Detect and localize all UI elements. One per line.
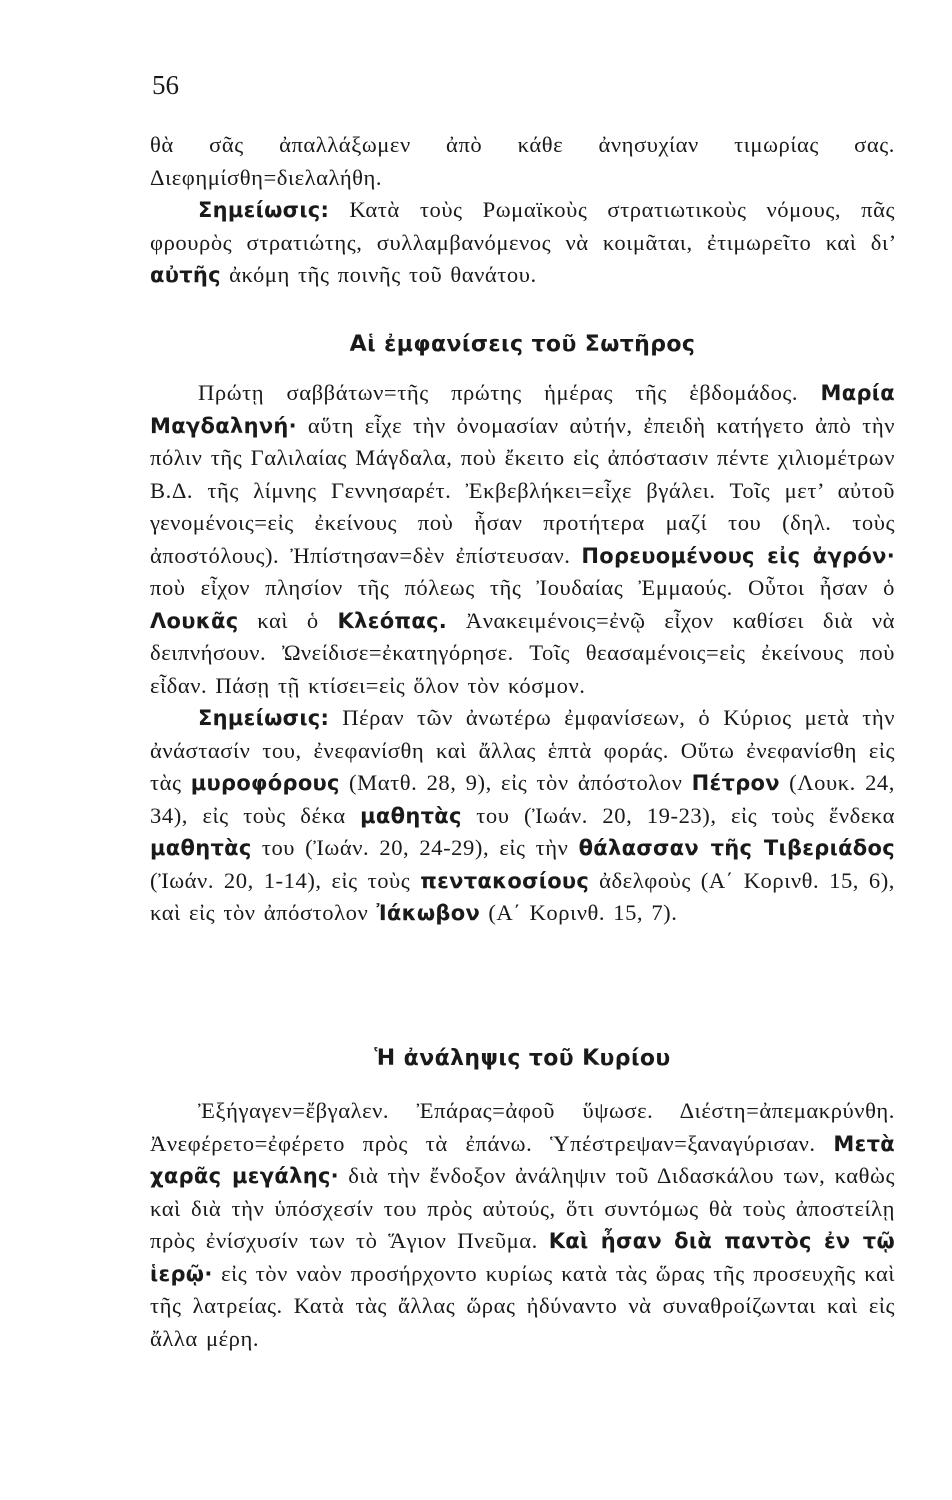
text-run: Πρώτῃ σαββάτων=τῆς πρώτης ἡμέρας τῆς ἑβδομάδος. (198, 380, 799, 405)
text-run: Κατὰ τοὺς Ρωμαϊκοὺς στρατιωτικοὺς νόμους, πᾶς φρουρὸς στρατιώτης, συλλαμβανόμενος νὰ κοιμᾶται, ἐτιμωρεῖτο καὶ δι’ (150, 197, 895, 255)
text-run: θὰ σᾶς ἀπαλλάξωμεν ἀπὸ κάθε ἀνησυχίαν τιμωρίας σας. Διεφημίσθη=διελαλήθη. (150, 132, 895, 190)
emphasis-term: μυροφόρους (190, 771, 340, 795)
text-run: (Ἰωάν. 20, 1-14), εἰς τοὺς (150, 867, 411, 893)
paragraph-block-intro (150, 129, 895, 292)
emphasis-term: πεντακοσίους (420, 868, 590, 893)
text-run: του (Ἰωάν. 20, 24-29), εἰς τὴν (261, 835, 569, 860)
paragraph (150, 129, 895, 194)
emphasis-term: Μετὰ χαρᾶς μεγάλης· (150, 1131, 896, 1188)
text-run: καὶ ὁ (257, 607, 319, 633)
text-run: Ἀνακειμένοις=ἐνῷ εἶχον καθίσει διὰ νὰ δειπνήσουν. Ὠνείδισε=ἐκατηγόρησε. Τοῖς θεασαμένοις=εἰς ἐκείνους ποὺ εἶδαν. Πάσῃ τῇ κτίσει=εἰς ὅλον τὸν κόσμον. (150, 607, 896, 698)
emphasis-term: μαθητὰς (360, 803, 462, 828)
text-run: ἀδελφοὺς (Α΄ Κορινθ. 15, 6), καὶ εἰς τὸν ἀπόστολον (150, 867, 896, 925)
note-label: Σημείωσις: (198, 198, 330, 222)
paragraph (150, 377, 895, 702)
note-paragraph (150, 702, 895, 930)
emphasis-term: Μαρία Μαγδαληνή· (150, 381, 895, 438)
paragraph-block-ascension (150, 1095, 895, 1355)
text-run: ἀκόμη τῆς ποινῆς τοῦ θανάτου. (229, 262, 537, 287)
paragraph-block-appearances (150, 377, 895, 930)
text-run: αὕτη εἶχε τὴν ὀνομασίαν αὐτήν, ἐπειδὴ κατήγετο ἀπὸ τὴν πόλιν τῆς Γαλιλαίας Μάγδαλα, ποὺ ἔκειτο εἰς ἀπόστασιν πέντε χιλιομέτρων Β.Δ. τῆς λίμνης Γεννησαρέτ. Ἐκβεβλήκει=εἶχε βγάλει. Τοῖς μετ’ αὐτοῦ γενομένοις=εἰς ἐκείνους ποὺ ἦσαν προτήτερα μαζί του (δηλ. τοὺς ἀποστόλους). Ἠπίστησαν=δὲν ἐπίστευσαν. (150, 412, 895, 568)
text-run: Πέραν τῶν ἀνωτέρω ἐμφανίσεων, ὁ Κύριος μετὰ τὴν ἀνάστασίν του, ἐνεφανίσθη καὶ ἄλλας ἑπτὰ φοράς. Οὕτω ἐνεφανίσθη εἰς τὰς (150, 705, 895, 795)
text-run: εἰς τὸν ναὸν προσήρχοντο κυρίως κατὰ τὰς ὥρας τῆς προσευχῆς καὶ τῆς λατρείας. Κατὰ τὰς ἄλλας ὥρας ἠδύναντο νὰ συναθροίζωνται καὶ εἰς ἄλλα μέρη. (150, 1260, 895, 1351)
emphasis-term: Λουκᾶς (150, 608, 239, 633)
page-number: 56 (152, 70, 179, 100)
emphasis-term: Κλεόπας. (337, 608, 448, 633)
section-heading: Αἱ ἐμφανίσεις τοῦ Σωτῆρος (349, 332, 696, 357)
emphasis-term: μαθητὰς (150, 836, 252, 860)
note-paragraph (150, 194, 895, 292)
note-label: Σημείωσις: (198, 706, 330, 730)
text-run: (Λουκ. 24, 34), εἰς τοὺς δέκα (150, 770, 895, 828)
text-run: (Α΄ Κορινθ. 15, 7). (488, 900, 678, 925)
emphasis-term: αὐτῆς (150, 263, 221, 287)
emphasis-term: Καὶ ἦσαν διὰ παντὸς ἐν τῷ ἱερῷ· (150, 1229, 896, 1286)
text-run: (Ματθ. 28, 9), εἰς τὸν ἀπόστολον (349, 770, 683, 795)
paragraph (150, 1095, 895, 1355)
text-run: του (Ἰωάν. 20, 19-23), εἰς τοὺς ἕνδεκα (476, 802, 896, 828)
emphasis-term: Ἰάκωβον (376, 901, 481, 925)
emphasis-term: Πέτρον (691, 771, 780, 795)
text-run: διὰ τὴν ἔνδοξον ἀνάληψιν τοῦ Διδασκάλου των, καθὼς καὶ διὰ τὴν ὑπόσχεσίν του πρὸς αὐτούς, ὅτι συντόμως θὰ τοὺς ἀποστείλῃ πρὸς ἐνίσχυσίν των τὸ Ἅγιον Πνεῦμα. (150, 1163, 895, 1253)
text-run: Ἐξήγαγεν=ἔβγαλεν. Ἐπάρας=ἀφοῦ ὕψωσε. Διέστη=ἀπεμακρύνθη. Ἀνεφέρετο=ἐφέρετο πρὸς τὰ ἐπάνω. Ὑπέστρεψαν=ξαναγύρισαν. (150, 1098, 895, 1156)
text-run: ποὺ εἶχον πλησίον τῆς πόλεως τῆς Ἰουδαίας Ἐμμαούς. Οὗτοι ἦσαν ὁ (150, 575, 895, 600)
emphasis-term: Πορευομένους εἰς ἀγρόν· (581, 543, 895, 568)
section-heading: Ἡ ἀνάληψις τοῦ Κυρίου (374, 1046, 671, 1071)
emphasis-term: θάλασσαν τῆς Τιβεριάδος (578, 836, 896, 860)
